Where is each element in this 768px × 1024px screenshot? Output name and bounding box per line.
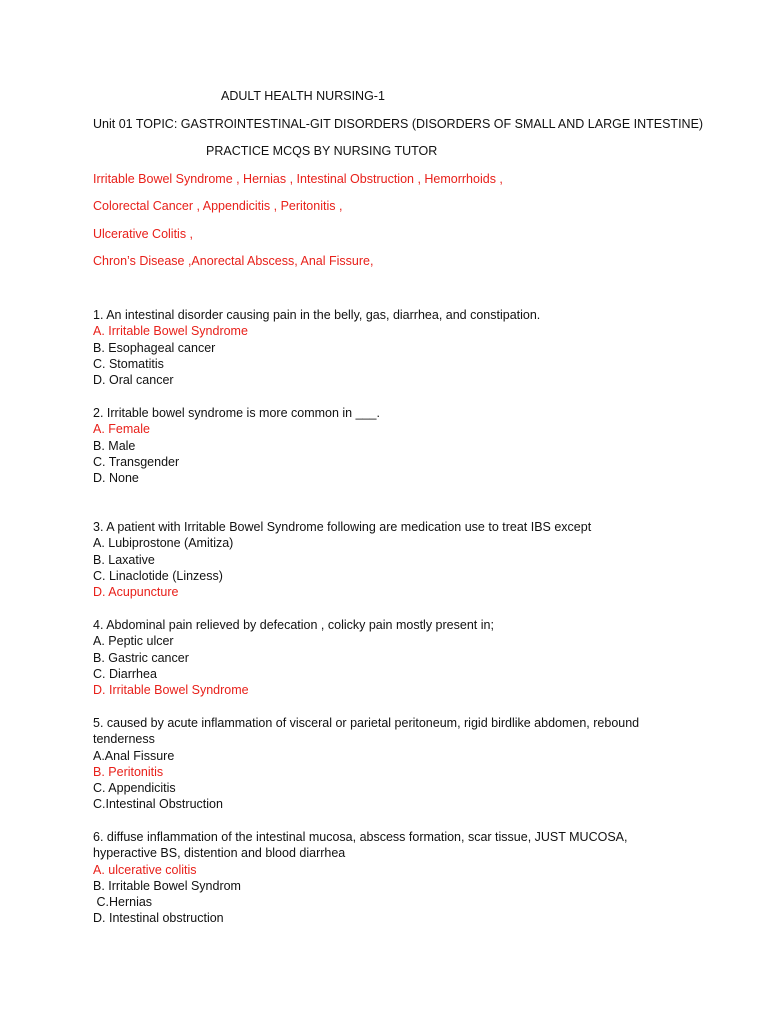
question-text: 1. An intestinal disorder causing pain in the belly, gas, diarrhea, and constipation. [93, 308, 541, 322]
topic-line: Irritable Bowel Syndrome , Hernias , Intestinal Obstruction , Hemorrhoids , [93, 172, 503, 186]
option-d: D. Oral cancer [93, 373, 174, 388]
option-c: C.Hernias [93, 895, 153, 910]
option-b: B. Irritable Bowel Syndrom [93, 878, 241, 893]
option-a-correct: A. ulcerative colitis [93, 862, 197, 877]
option-d: D. None [93, 471, 139, 486]
option-c: C. Transgender [93, 454, 180, 469]
option-b-correct: B. Peritonitis [93, 764, 164, 779]
option-a: A.Anal Fissure [93, 748, 175, 763]
mcq-question-6 [93, 829, 653, 927]
option-b: B. Laxative [93, 552, 155, 567]
option-c: C. Stomatitis [93, 356, 164, 371]
question-text: 4. Abdominal pain relieved by defecation , colicky pain mostly present in; [93, 618, 494, 632]
option-c-duplicate: C.Intestinal Obstruction [93, 797, 223, 812]
question-text: 3. A patient with Irritable Bowel Syndrome following are medication use to treat IBS except [93, 520, 592, 534]
option-c: C. Appendicitis [93, 781, 176, 796]
question-text: 2. Irritable bowel syndrome is more common in ___. [93, 406, 380, 420]
topic-line: Ulcerative Colitis , [93, 227, 194, 241]
option-b: B. Male [93, 438, 136, 453]
mcq-question-5 [93, 715, 678, 813]
option-b: B. Esophageal cancer [93, 340, 216, 355]
option-d-correct: D. Acupuncture [93, 585, 179, 600]
question-text: 6. diffuse inflammation of the intestinal mucosa, abscess formation, scar tissue, JUST MUCOSA, hyperactive BS, distention and blood diarrhea [93, 830, 628, 861]
mcq-question-4 [93, 617, 693, 698]
option-d: D. Intestinal obstruction [93, 911, 224, 926]
option-a-correct: A. Female [93, 422, 150, 437]
unit-topic-line: Unit 01 TOPIC: GASTROINTESTINAL-GIT DISORDERS (DISORDERS OF SMALL AND LARGE INTESTINE) [93, 117, 704, 131]
option-c: C. Linaclotide (Linzess) [93, 568, 223, 583]
mcq-question-2 [93, 405, 693, 486]
mcq-question-1 [93, 307, 693, 388]
mcq-question-3 [93, 519, 693, 600]
option-b: B. Gastric cancer [93, 650, 189, 665]
topic-line: Chron’s Disease ,Anorectal Abscess, Anal Fissure, [93, 254, 374, 268]
option-a-correct: A. Irritable Bowel Syndrome [93, 324, 248, 339]
option-d-correct: D. Irritable Bowel Syndrome [93, 683, 249, 698]
document-subtitle: PRACTICE MCQS BY NURSING TUTOR [206, 144, 438, 158]
option-a: A. Lubiprostone (Amitiza) [93, 536, 234, 551]
question-text: 5. caused by acute inflammation of visceral or parietal peritoneum, rigid birdlike abdomen, rebound tenderness [93, 716, 640, 747]
topic-line: Colorectal Cancer , Appendicitis , Peritonitis , [93, 199, 343, 213]
option-a: A. Peptic ulcer [93, 634, 174, 649]
document-title: ADULT HEALTH NURSING-1 [221, 89, 385, 103]
option-c: C. Diarrhea [93, 666, 157, 681]
